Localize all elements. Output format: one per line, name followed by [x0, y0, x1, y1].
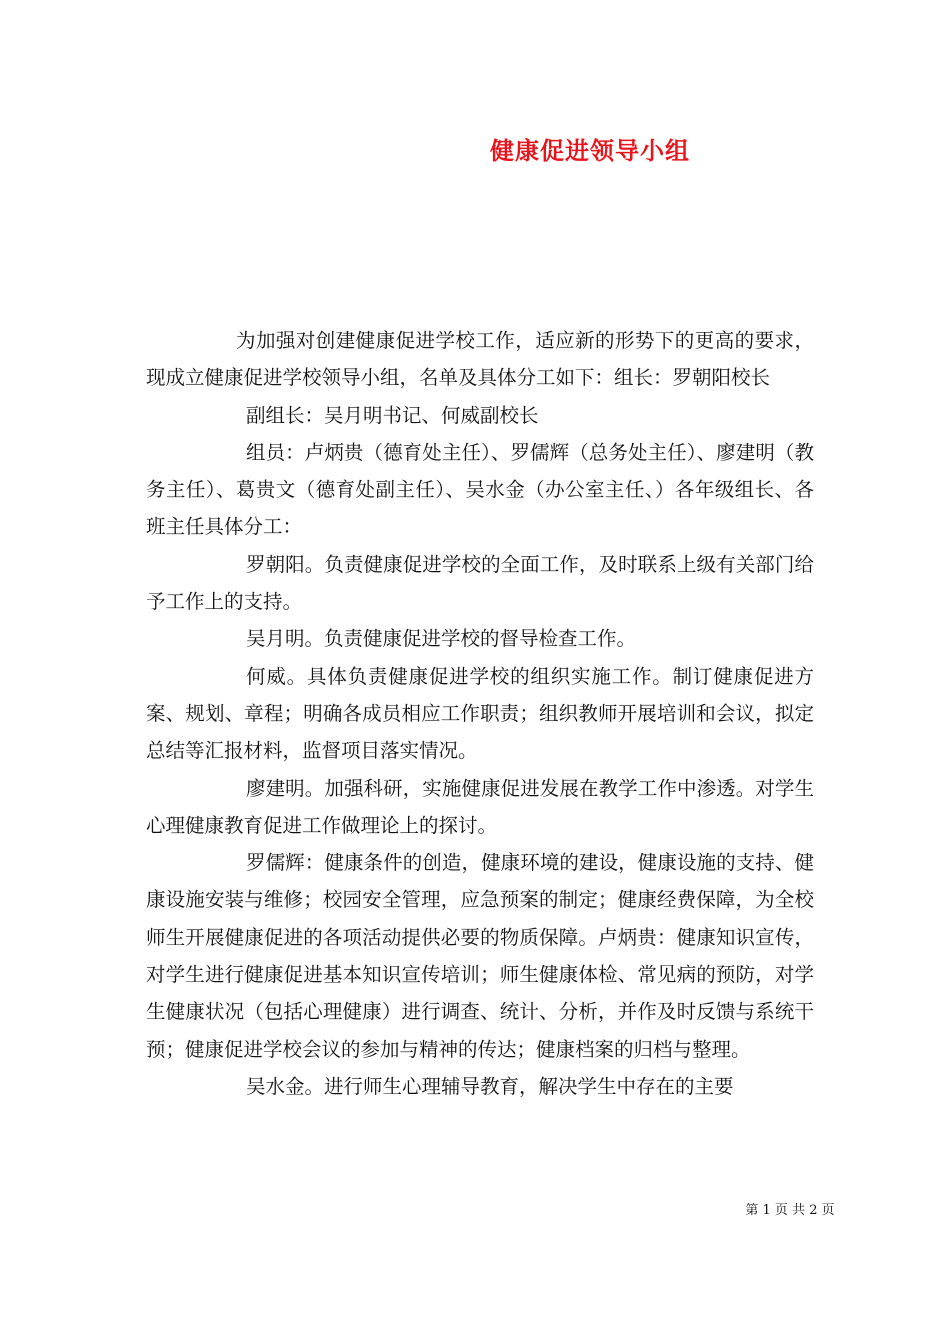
document-body: [146, 322, 814, 1105]
paragraph-intro: 为加强对创建健康促进学校工作，适应新的形势下的更高的要求，现成立健康促进学校领导小组，名单及具体分工如下：组长：罗朝阳校长: [146, 329, 814, 390]
paragraph-duty-wu-yueming: 吴月明。负责健康促进学校的督导检查工作。: [246, 627, 637, 651]
paragraph-duty-liao-jianming: 廖建明。加强科研，实施健康促进发展在教学工作中渗透。对学生心理健康教育促进工作做理论上的探讨。: [146, 776, 814, 837]
paragraph-duty-luo-ruhui-lu-binggui: 罗儒辉：健康条件的创造，健康环境的建设，健康设施的支持、健康设施安装与维修；校园安全管理，应急预案的制定；健康经费保障，为全校师生开展健康促进的各项活动提供必要的物质保障。卢炳贵：健康知识宣传，对学生进行健康促进基本知识宣传培训；师生健康体检、常见病的预防，对学生健康状况（包括心理健康）进行调查、统计、分析，并作及时反馈与系统干预；健康促进学校会议的参加与精神的传达；健康档案的归档与整理。: [146, 851, 814, 1061]
page-number-footer: 第 1 页 共 2 页: [745, 1203, 835, 1218]
paragraph-duty-wu-shuijin: 吴水金。进行师生心理辅导教育，解决学生中存在的主要: [246, 1074, 734, 1098]
paragraph-deputy-leaders: 副组长：吴月明书记、何威副校长: [246, 403, 539, 427]
paragraph-duty-luo-chaoyang: 罗朝阳。负责健康促进学校的全面工作，及时联系上级有关部门给予工作上的支持。: [146, 552, 814, 614]
paragraph-duty-he-wei: 何威。具体负责健康促进学校的组织实施工作。制订健康促进方案、规划、章程；明确各成员相应工作职责；组织教师开展培训和会议，拟定总结等汇报材料，监督项目落实情况。: [146, 664, 814, 763]
document-title: 健康促进领导小组: [490, 136, 690, 165]
paragraph-members: 组员：卢炳贵（德育处主任）、罗儒辉（总务处主任）、廖建明（教务主任）、葛贵文（德育处副主任）、吴水金（办公室主任、）各年级组长、各班主任具体分工：: [146, 440, 814, 539]
